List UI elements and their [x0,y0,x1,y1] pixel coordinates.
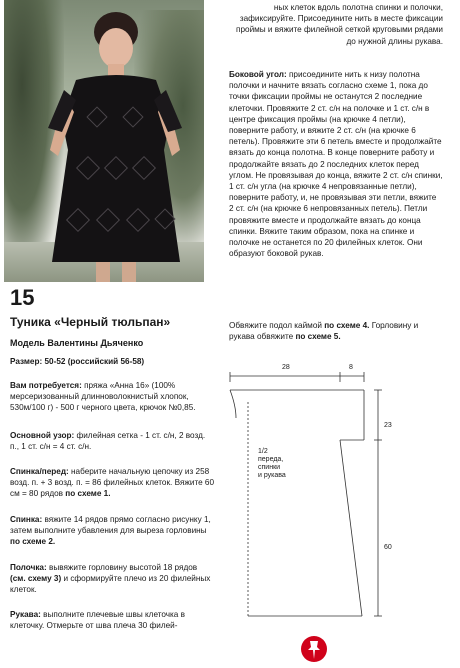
front-text-2: и сформируйте плечо из 20 филейных клеток. [10,574,211,595]
size-line: Размер: 50-52 (российский 56-58) [10,357,145,366]
pattern-text: филейная сетка - 1 ст. с/н, 2 возд. п., 1 ст. с/н = 4 ст. с/н. [10,431,206,452]
requirements-label: Вам потребуется: [10,381,82,390]
pattern-paragraph [10,430,215,452]
edging-scheme-2: по схеме 5. [295,332,341,342]
piece-label-1: 1/2 [258,448,268,455]
back-front-paragraph [10,466,215,500]
back-paragraph [10,514,215,548]
back-scheme: по схеме 2. [10,537,56,547]
front-label: Полочка: [10,563,47,572]
pin-logo-icon [300,635,328,663]
shoulder-width-label: 8 [349,364,353,371]
pattern-label: Основной узор: [10,431,75,440]
back-text: вяжите 14 рядов прямо согласно рисунку 1, затем выполните убавления для выреза горловины [10,515,211,536]
edging-scheme-1: по схеме 4. [324,321,370,330]
side-corner-paragraph [229,69,443,259]
schematic-drawing [228,362,428,662]
body-length-label: 60 [384,544,392,551]
armhole-height-label: 23 [384,422,392,429]
edging-paragraph [229,320,443,342]
back-front-text: наберите начальную цепочку из 258 возд. п. + 3 возд. п. = 86 филейных клеток. Вяжите 60 см = 80 рядов [10,467,215,499]
front-scheme: (см. схему 3) [10,574,62,584]
model-number: 15 [10,285,35,310]
model-photo [4,0,204,282]
model-author: Модель Валентины Дьяченко [10,338,144,348]
top-width-label: 28 [282,364,290,371]
sleeve-label: Рукава: [10,610,41,619]
back-front-scheme: по схеме 1. [65,489,111,499]
piece-label-3: спинки [258,464,281,471]
model-figure [4,0,204,282]
front-text-1: вывяжите горловину высотой 18 рядов [48,563,198,572]
edging-text-2: Горловину и рукава обвяжите [229,321,419,342]
requirements-text: пряжа «Анна 16» (100% мерсеризованный длинноволокнистый хлопок, 530м/100 г) - 500 г черного цвета, крючок №0,85. [10,381,196,413]
piece-label [258,448,286,480]
sleeve-paragraph [10,609,215,631]
back-label: Спинка: [10,515,43,524]
side-corner-label: Боковой угол: [229,70,287,79]
pattern-schematic [228,362,428,667]
postila-watermark [300,634,328,664]
back-front-label: Спинка/перед: [10,467,69,476]
requirements-paragraph [10,380,215,414]
sleeve-text: выполните плечевые швы клеточка в клеточку. Отмерьте от шва плеча 30 филей- [10,610,185,631]
front-paragraph [10,562,215,596]
side-corner-text: присоедините нить к низу полотна полочки и начните вязать согласно схеме 1, пока до точки фиксации проймы не останутся 2 последние клеточки. Провяжите 2 ст. с/н на полочке и 1 ст. с/н в центре фиксация проймы (на крючке 4 петли), поверните работу, и вяжите 2 ст. с/н (на крючке 6 петель). Провяжите эти 6 петель вместе и продолжайте вязать до конца полотна. В конце поверните работу и продолжайте вязать до 2 последних клеток перед углом. Не провязывая до конца, вяжите 2 ст. с/н спинки, 1 ст. с/н угла (на крючке 4 непровязанные петли), поверните работу, и, не провязывая эти петли, вяжите 2 ст. с/н (на крючке 6 непровязанных петель). Петли провяжите вместе и продолжайте вязать до конца спинки. Вяжите таким образом, пока на спинке и полочке не останется по 20 филейных клеток. Они образуют боковой рукав. [229,70,443,259]
piece-label-2: переда, [258,456,284,463]
edging-text-1: Обвяжите подол каймой [229,321,322,330]
sleeve-continuation: ных клеток вдоль полотна спинки и полочки, зафиксируйте. Присоедините нить в месте фиксации проймы и вяжите филейной сеткой круговыми рядами до нужной длины рукава. [236,3,443,46]
piece-label-4: и рукава [258,472,286,479]
model-title: Туника «Черный тюльпан» [10,315,171,329]
